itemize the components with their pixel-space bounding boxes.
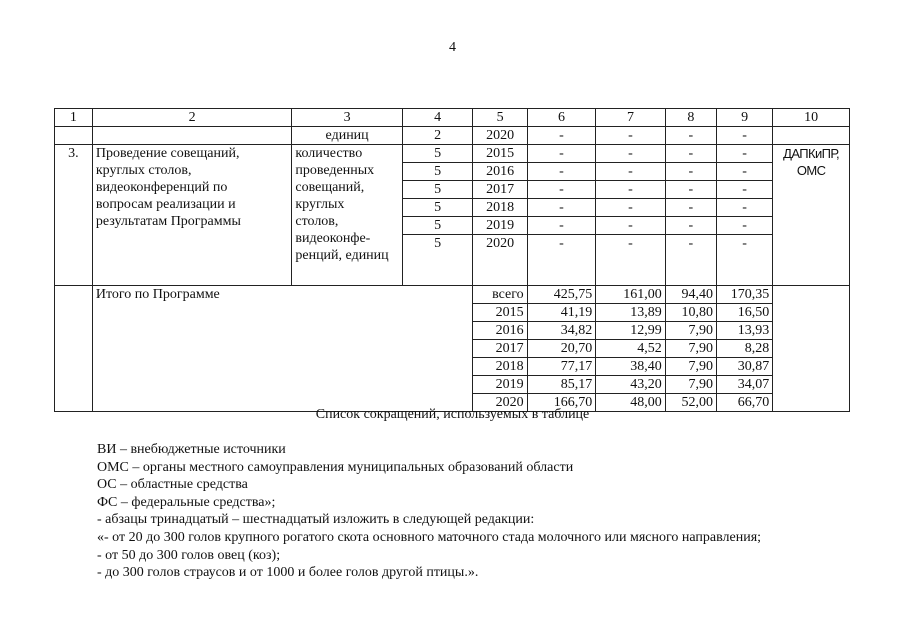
table-cell: - xyxy=(596,217,666,235)
table-cell: - xyxy=(716,199,772,217)
table-cell: - xyxy=(527,145,596,163)
table-cell: - xyxy=(527,127,596,145)
total-value: 12,99 xyxy=(596,322,666,340)
year-cell: 2017 xyxy=(473,181,527,199)
total-value: 166,70 xyxy=(527,394,596,412)
table-cell: - xyxy=(665,145,716,163)
total-value: 94,40 xyxy=(665,286,716,304)
abbreviations-title: Список сокращений, используемых в таблице xyxy=(315,407,590,422)
abbreviation-line: - абзацы тринадцатый – шестнадцатый изложить в следующей редакции: xyxy=(97,512,535,528)
table-cell: - xyxy=(716,163,772,181)
total-value: 77,17 xyxy=(527,358,596,376)
year-cell: 2017 xyxy=(473,340,527,358)
header-cell: 1 xyxy=(55,109,93,127)
table-cell: 5 xyxy=(402,163,473,181)
header-cell: 10 xyxy=(773,109,850,127)
total-value: 85,17 xyxy=(527,376,596,394)
indicator-line: видеоконфе- xyxy=(295,231,371,246)
year-cell: 2018 xyxy=(473,199,527,217)
table-cell: - xyxy=(665,127,716,145)
item-name xyxy=(92,145,292,286)
abbreviation-line: «- от 20 до 300 голов крупного рогатого скота основного маточного стада молочного или мясного направления; xyxy=(97,529,762,545)
header-cell: 2 xyxy=(92,109,292,127)
abbreviations-list xyxy=(97,441,857,582)
table-cell: 5 xyxy=(402,181,473,199)
table-cell: - xyxy=(527,235,596,286)
total-value: 7,90 xyxy=(665,322,716,340)
year-cell: 2015 xyxy=(473,145,527,163)
executor-line: ДАПКиПР, xyxy=(783,146,840,161)
year-cell: 2019 xyxy=(473,217,527,235)
indicator-line: количество xyxy=(295,146,363,161)
table-cell: 5 xyxy=(402,145,473,163)
table-cell: 5 xyxy=(402,199,473,217)
header-cell: 7 xyxy=(596,109,666,127)
table-row xyxy=(55,145,850,163)
total-value: 10,80 xyxy=(665,304,716,322)
abbreviation-line: ВИ – внебюджетные источники xyxy=(97,442,286,457)
total-value: 4,52 xyxy=(596,340,666,358)
table-cell xyxy=(92,127,292,145)
total-value: 425,75 xyxy=(527,286,596,304)
table-cell: - xyxy=(596,199,666,217)
header-cell: 4 xyxy=(402,109,473,127)
executor-line: ОМС xyxy=(796,163,826,178)
total-value: 34,82 xyxy=(527,322,596,340)
item-name-line: Проведение совещаний, xyxy=(95,146,240,161)
item-indicator xyxy=(292,145,403,286)
indicator-line: круглых xyxy=(295,197,345,212)
table-cell: - xyxy=(716,181,772,199)
table-cell xyxy=(773,286,850,412)
table-cell: 5 xyxy=(402,217,473,235)
table-cell: - xyxy=(527,199,596,217)
table-cell: - xyxy=(527,217,596,235)
item-name-line: результатам Программы xyxy=(95,214,241,229)
total-value: 34,07 xyxy=(716,376,772,394)
year-cell: всего xyxy=(473,286,527,304)
total-value: 20,70 xyxy=(527,340,596,358)
item-executor xyxy=(773,145,850,286)
table-cell: - xyxy=(665,199,716,217)
total-value: 16,50 xyxy=(716,304,772,322)
total-value: 170,35 xyxy=(716,286,772,304)
table-cell: - xyxy=(596,127,666,145)
table-cell: - xyxy=(596,235,666,286)
table-cell: 2 xyxy=(402,127,473,145)
total-value: 7,90 xyxy=(665,376,716,394)
item-name-line: видеоконференций по xyxy=(95,180,228,195)
total-value: 8,28 xyxy=(716,340,772,358)
table-cell: - xyxy=(665,217,716,235)
total-value: 7,90 xyxy=(665,358,716,376)
total-value: 66,70 xyxy=(716,394,772,412)
year-cell: 2020 xyxy=(473,127,527,145)
total-value: 41,19 xyxy=(527,304,596,322)
total-value: 7,90 xyxy=(665,340,716,358)
abbreviation-line: ФС – федеральные средства»; xyxy=(97,494,276,510)
total-value: 43,20 xyxy=(596,376,666,394)
total-value: 38,40 xyxy=(596,358,666,376)
item-number: 3. xyxy=(55,145,93,286)
year-cell: 2016 xyxy=(473,322,527,340)
indicator-line: проведенных xyxy=(295,163,375,178)
abbreviation-line: - от 50 до 300 голов овец (коз); xyxy=(97,547,281,563)
table-cell xyxy=(55,286,93,412)
table-cell: - xyxy=(527,163,596,181)
table-cell: - xyxy=(716,127,772,145)
header-cell: 8 xyxy=(665,109,716,127)
table-cell: - xyxy=(716,217,772,235)
table-row xyxy=(55,127,850,145)
abbreviation-line: ОМС – органы местного самоуправления муниципальных образований области xyxy=(97,459,574,475)
table-cell: - xyxy=(596,145,666,163)
table-cell xyxy=(773,127,850,145)
table-cell xyxy=(55,127,93,145)
total-value: 48,00 xyxy=(596,394,666,412)
indicator-line: ренций, единиц xyxy=(295,248,389,263)
header-cell: 9 xyxy=(716,109,772,127)
abbreviation-line: ОС – областные средства xyxy=(97,477,248,493)
indicator-line: совещаний, xyxy=(295,180,365,195)
total-value: 13,89 xyxy=(596,304,666,322)
year-cell: 2019 xyxy=(473,376,527,394)
year-cell: 2020 xyxy=(473,394,527,412)
header-cell: 3 xyxy=(292,109,403,127)
total-value: 52,00 xyxy=(665,394,716,412)
total-value: 161,00 xyxy=(596,286,666,304)
table-cell: 5 xyxy=(402,235,473,286)
table-cell: - xyxy=(665,235,716,286)
total-value: 13,93 xyxy=(716,322,772,340)
indicator-line: столов, xyxy=(295,214,339,229)
year-cell: 2016 xyxy=(473,163,527,181)
table-cell: - xyxy=(716,145,772,163)
program-table xyxy=(54,108,850,412)
table-cell: - xyxy=(596,163,666,181)
table-cell: - xyxy=(665,181,716,199)
header-cell: 5 xyxy=(473,109,527,127)
table-cell: - xyxy=(596,181,666,199)
table-cell: - xyxy=(527,181,596,199)
year-cell: 2020 xyxy=(473,235,527,286)
table-cell: - xyxy=(716,235,772,286)
abbreviation-line: - до 300 голов страусов и от 1000 и более голов другой птицы.». xyxy=(97,565,479,581)
table-cell: - xyxy=(665,163,716,181)
total-row xyxy=(55,286,850,304)
header-cell: 6 xyxy=(527,109,596,127)
indicator-cell: единиц xyxy=(292,127,403,145)
table-header-row xyxy=(55,109,850,127)
total-label: Итого по Программе xyxy=(92,286,473,412)
year-cell: 2018 xyxy=(473,358,527,376)
item-name-line: круглых столов, xyxy=(95,163,192,178)
item-name-line: вопросам реализации и xyxy=(95,197,236,212)
total-value: 30,87 xyxy=(716,358,772,376)
year-cell: 2015 xyxy=(473,304,527,322)
page-number: 4 xyxy=(449,40,456,55)
